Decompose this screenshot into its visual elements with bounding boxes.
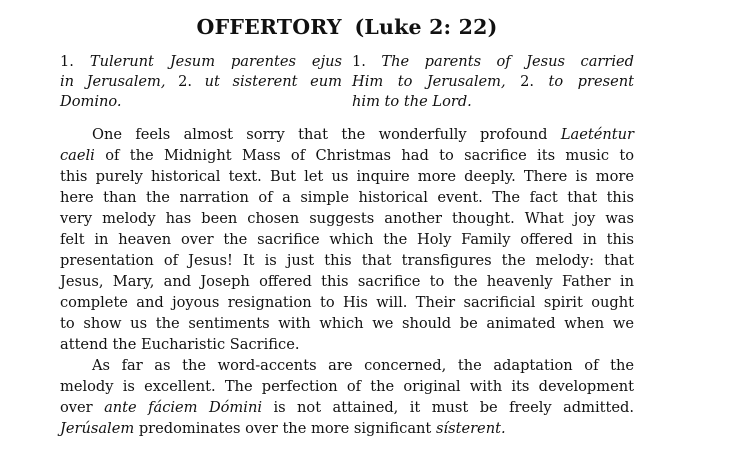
heading-reference: (Luke 2: 22) [354, 15, 498, 39]
p2-line-4-italic-start: Jerúsalem [60, 420, 135, 437]
english-line-3 [352, 92, 634, 112]
p1-line-1-text: One feels almost sorry that the wonderfully profound [92, 126, 561, 143]
english-verse-1-number: 1. [352, 53, 382, 70]
p1-line-7: presentation of Jesus! It is just this that transfigures the melody: that [60, 252, 634, 269]
p1-line-10: to show us the sentiments with which we should be animated when we [60, 315, 634, 332]
english-line-2 [352, 72, 634, 92]
p1-line-6: felt in heaven over the sacrifice which the Holy Family offered in this [60, 231, 634, 248]
document-page [60, 14, 634, 439]
p2-line-2: melody is excellent. The perfection of the original with its development [60, 378, 634, 395]
commentary-paragraph-2 [60, 355, 634, 439]
p1-line-4: here than the narration of a simple historical event. The fact that this [60, 189, 634, 206]
commentary-paragraph-1 [60, 124, 634, 355]
latin-verse-2-number: 2. [178, 73, 205, 90]
p2-line-4-text: predominates over the more significant [134, 420, 436, 437]
p1-line-8: Jesus, Mary, and Joseph offered this sacrifice to the heavenly Father in [60, 273, 634, 290]
parallel-text [60, 52, 634, 112]
p2-line-3 [60, 397, 634, 418]
p1-line-2 [60, 145, 634, 166]
latin-line-2-end: ut sisterent eum [204, 73, 342, 90]
english-line-2-end: to present [548, 73, 634, 90]
latin-column [60, 52, 342, 112]
english-line-1 [352, 52, 634, 72]
p1-line-1 [60, 124, 634, 145]
p1-line-11: attend the Eucharistic Sacrifice. [60, 336, 300, 353]
p2-line-4-italic-end: sísterent. [435, 420, 506, 437]
latin-line-3-text: Domino. [60, 93, 122, 110]
latin-line-2 [60, 72, 342, 92]
p2-line-1: As far as the word-accents are concerned, the adaptation of the [92, 357, 634, 374]
english-line-2-start: Him to Jerusalem, [352, 73, 521, 90]
latin-line-1 [60, 52, 342, 72]
english-column [352, 52, 634, 112]
p1-line-2-italic: caeli [60, 147, 95, 164]
p1-line-5: very melody has been chosen suggests another thought. What joy was [60, 210, 634, 227]
latin-line-3 [60, 92, 342, 112]
p1-line-1-italic: Laeténtur [560, 126, 634, 143]
p2-line-3-start: over [60, 399, 105, 416]
english-verse-1-text: The parents of Jesus carried [381, 53, 634, 70]
english-line-3-text: him to the Lord. [352, 93, 472, 110]
english-verse-2-number: 2. [520, 73, 549, 90]
latin-line-2-start: in Jerusalem, [60, 73, 179, 90]
section-heading [60, 14, 634, 40]
p1-line-3: this purely historical text. But let us inquire more deeply. There is more [60, 168, 634, 185]
p1-line-2-text: of the Midnight Mass of Christmas had to sacrifice its music to [94, 147, 634, 164]
heading-title: OFFERTORY [196, 15, 342, 39]
p2-line-3-end: is not attained, it must be freely admitted. [262, 399, 634, 416]
latin-verse-1-text: Tulerunt Jesum parentes ejus [89, 53, 342, 70]
latin-verse-1-number: 1. [60, 53, 90, 70]
p2-line-3-italic: ante fáciem Dómini [104, 399, 263, 416]
p1-line-9: complete and joyous resignation to His will. Their sacrificial spirit ought [60, 294, 634, 311]
p2-line-4 [60, 418, 634, 439]
